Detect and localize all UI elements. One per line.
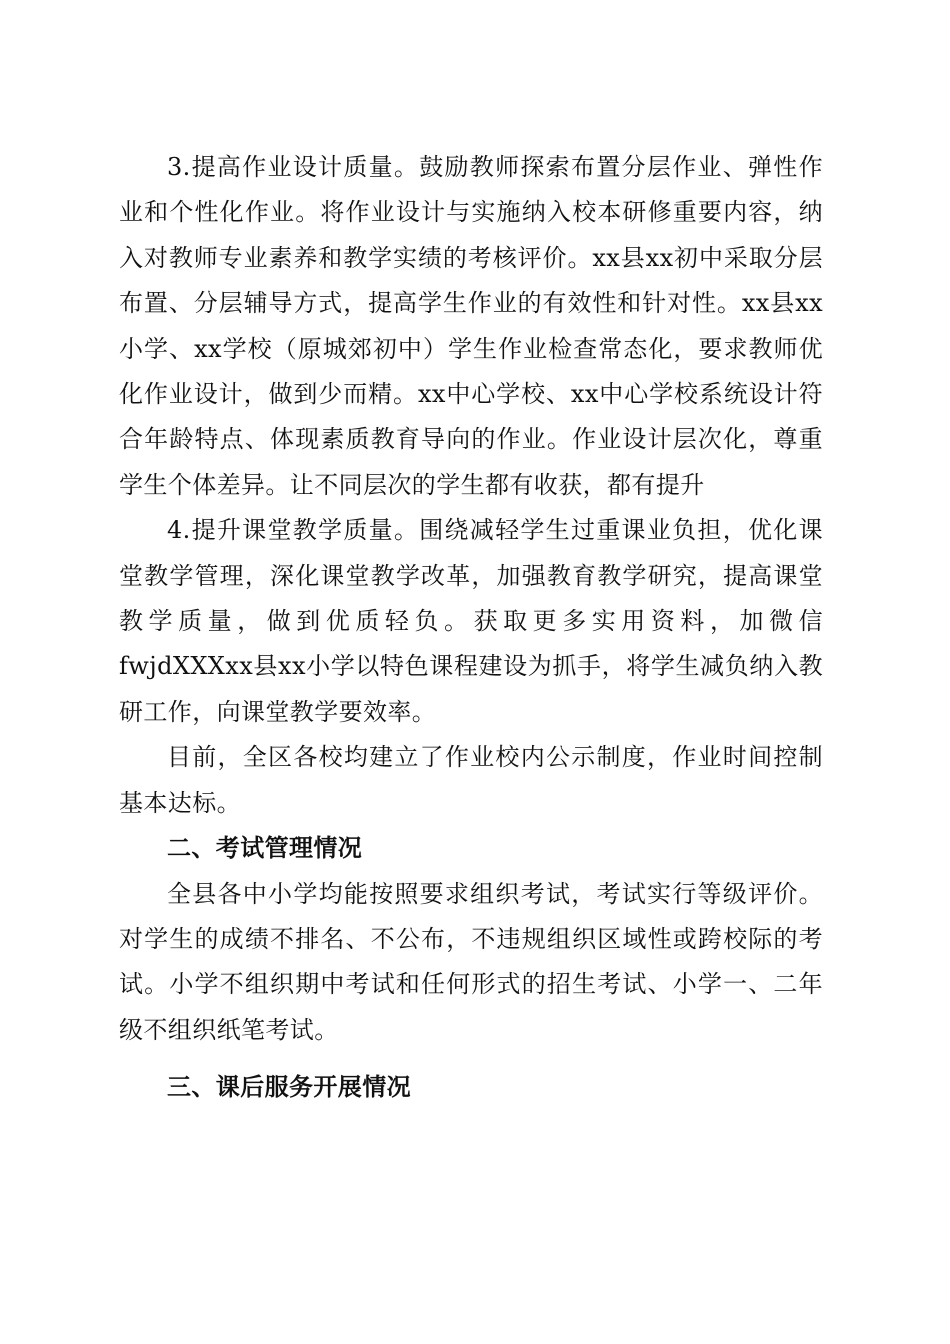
paragraph-exam-management: 全县各中小学均能按照要求组织考试，考试实行等级评价。对学生的成绩不排名、不公布，不违规组织区域性或跨校际的考试。小学不组织期中考试和任何形式的招生考试、小学一、二年级不组织纸笔考试。 [119, 879, 823, 1044]
section-heading-after-school-service: 三、课后服务开展情况 [167, 1073, 411, 1102]
section-heading-exam-management: 二、考试管理情况 [167, 834, 363, 863]
paragraph-current-status: 目前，全区各校均建立了作业校内公示制度，作业时间控制基本达标。 [119, 743, 823, 817]
paragraph-homework-design: 3.提高作业设计质量。鼓励教师探索布置分层作业、弹性作业和个性化作业。将作业设计与实施纳入校本研修重要内容，纳入对教师专业素养和教学实绩的考核评价。xx县xx初中采取分层布置、分层辅导方式，提高学生作业的有效性和针对性。xx县xx小学、xx学校（原城郊初中）学生作业检查常态化，要求教师优化作业设计，做到少而精。xx中心学校、xx中心学校系统设计符合年龄特点、体现素质教育导向的作业。作业设计层次化，尊重学生个体差异。让不同层次的学生都有收获，都有提升 [119, 153, 823, 499]
document-page [119, 145, 823, 1111]
paragraph-classroom-quality: 4.提升课堂教学质量。围绕减轻学生过重课业负担，优化课堂教学管理，深化课堂教学改革，加强教育教学研究，提高课堂教学质量，做到优质轻负。获取更多实用资料，加微信fwjdXXXxx县xx小学以特色课程建设为抓手，将学生减负纳入教研工作，向课堂教学要效率。 [119, 516, 823, 726]
